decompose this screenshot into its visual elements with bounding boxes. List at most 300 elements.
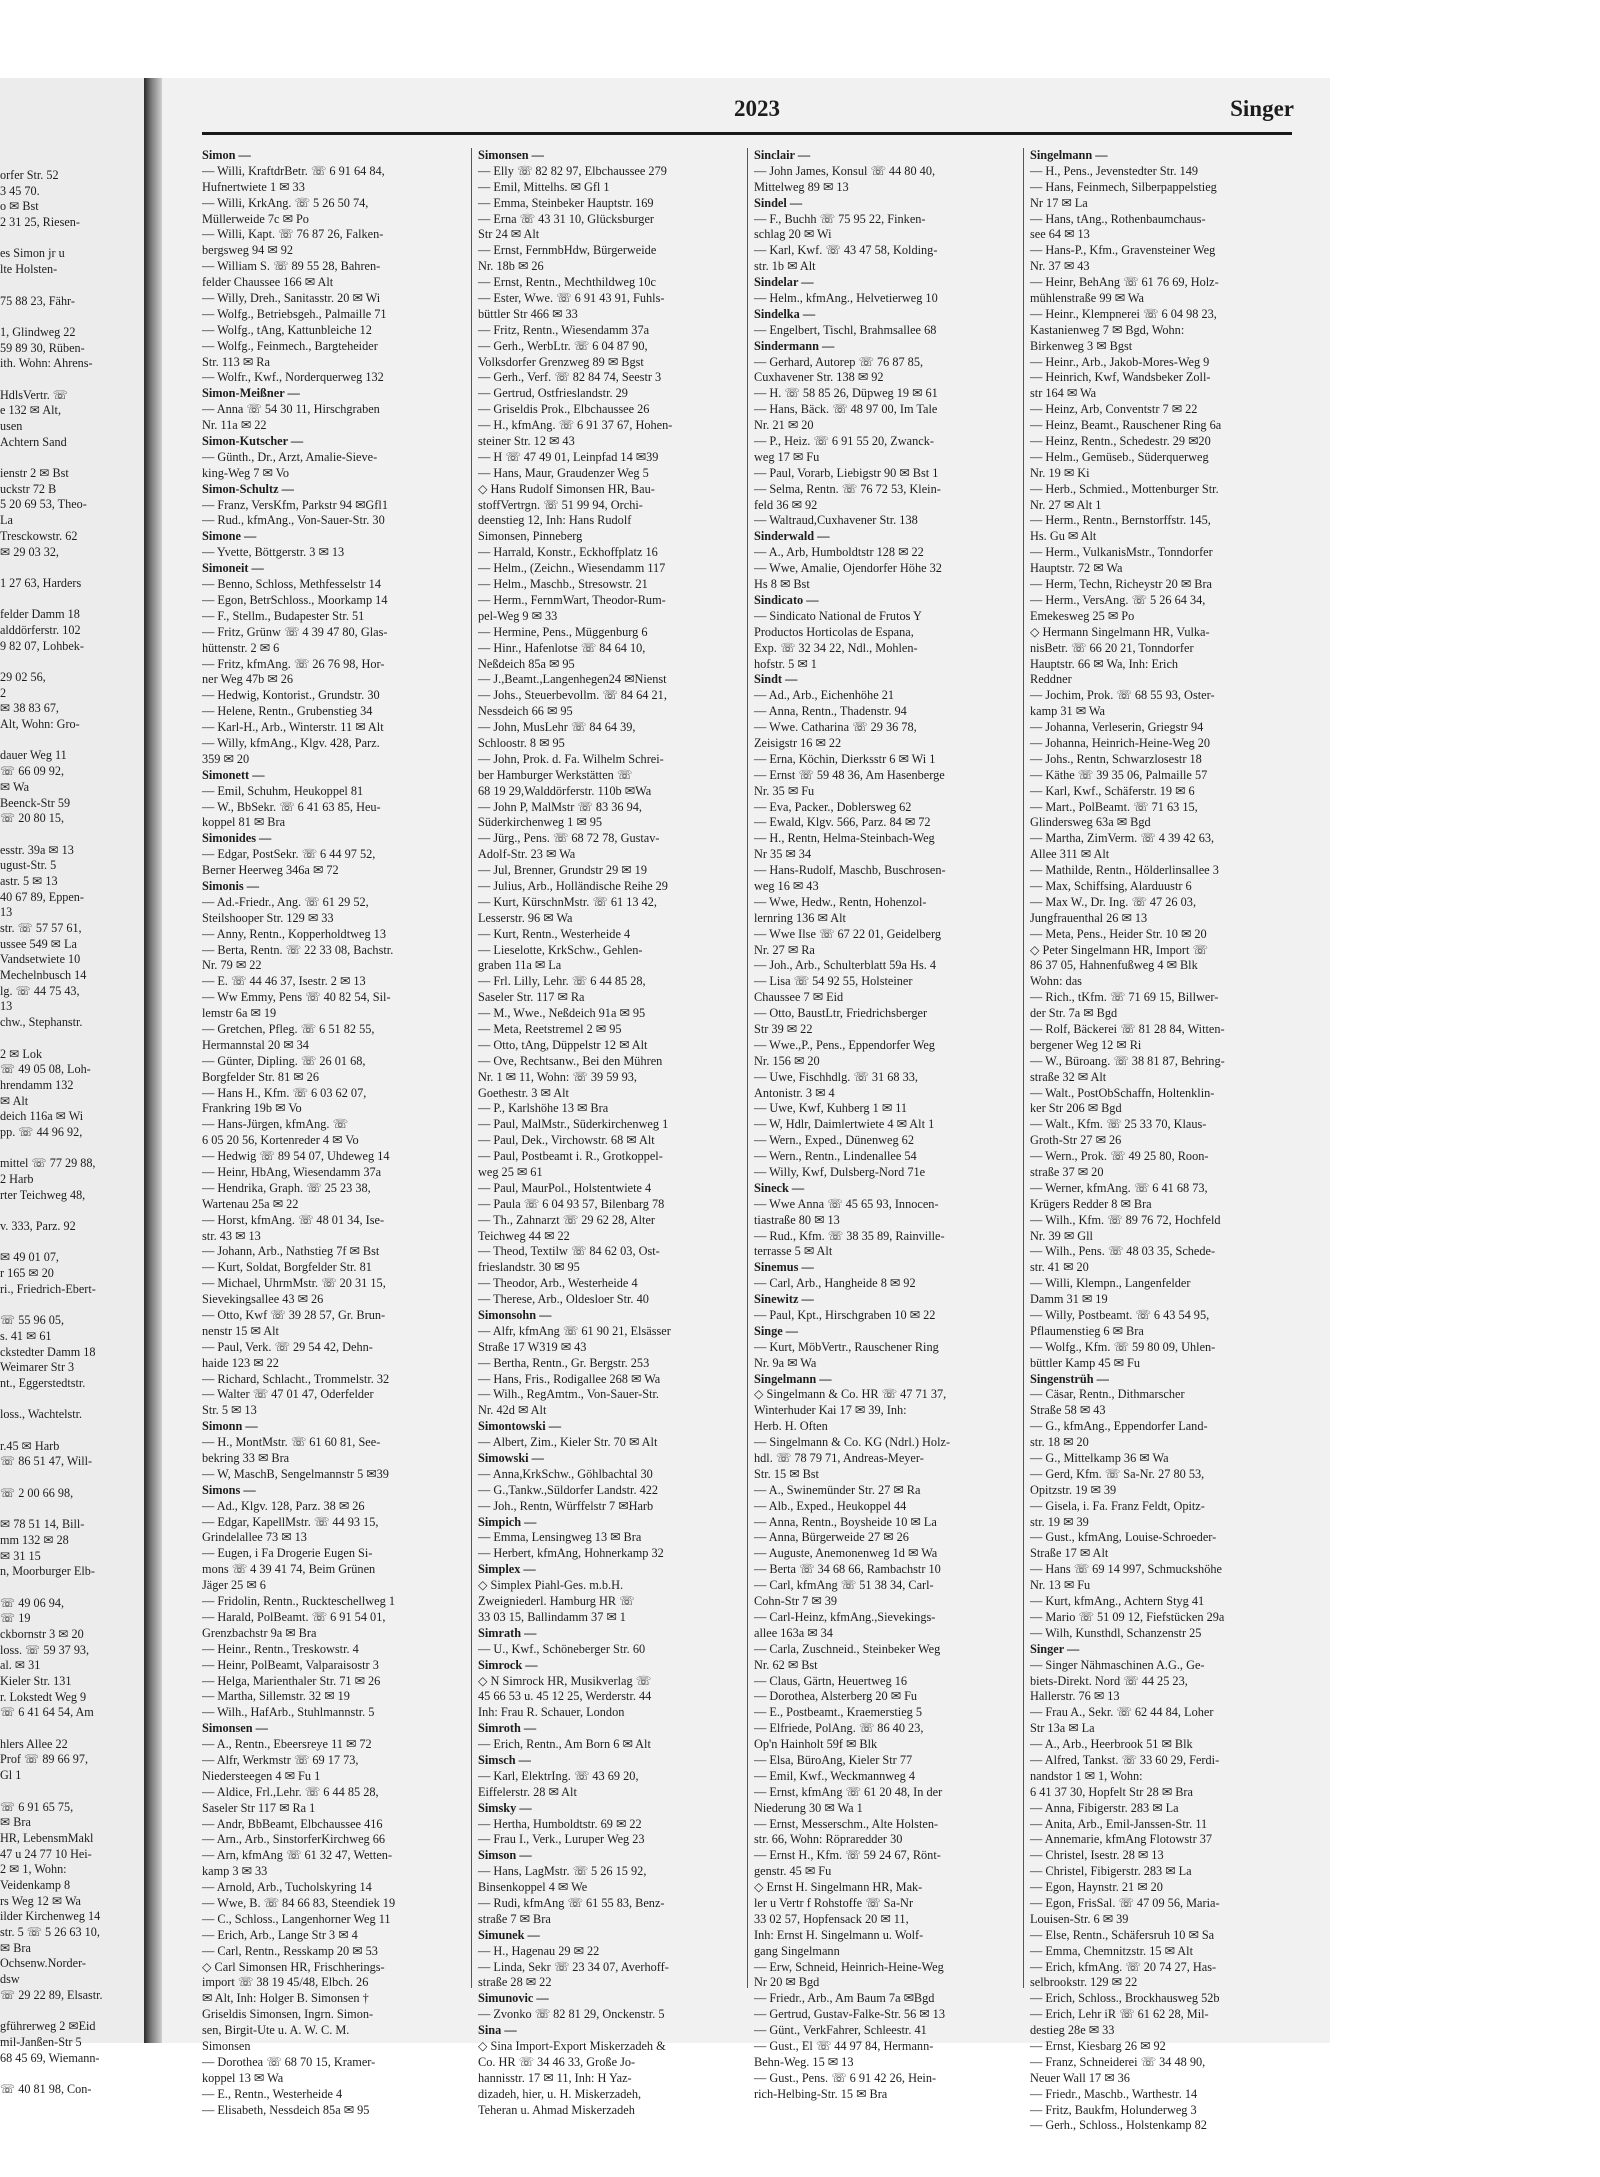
directory-line: Müllerweide 7c ✉ Po: [202, 211, 309, 226]
left-page-line: o ✉ Bst: [0, 199, 39, 214]
directory-line: Sinewitz —: [754, 1292, 814, 1307]
directory-line: Simrath —: [478, 1625, 537, 1640]
left-page-fragment: [0, 78, 144, 2096]
left-page-line: ☏ 2 00 66 98,: [0, 1485, 74, 1500]
left-page-line: Gl 1: [0, 1768, 22, 1783]
directory-line: — Zvonko ☏ 82 81 29, Onckenstr. 5: [478, 2007, 665, 2022]
directory-line: — Helm., Gemüseb., Süderquerweg: [1030, 449, 1209, 464]
directory-line: Binsenkoppel 4 ✉ We: [478, 1880, 588, 1895]
directory-line: Nr. 79 ✉ 22: [202, 958, 262, 973]
directory-line: Simoneit —: [202, 561, 264, 576]
directory-line: — Ad., Arb., Eichenhöhe 21: [754, 688, 895, 703]
directory-line: Neßdeich 85a ✉ 95: [478, 656, 575, 671]
directory-line: Sineck —: [754, 1180, 805, 1195]
directory-line: — Th., Zahnarzt ☏ 29 62 28, Alter: [478, 1212, 656, 1227]
left-page-line: rs Weg 12 ✉ Wa: [0, 1893, 81, 1908]
directory-line: — Wern., Exped., Dünenweg 62: [754, 1133, 914, 1148]
directory-line: Simroth —: [478, 1721, 537, 1736]
directory-line: — Ove, Rechtsanw., Bei den Mühren: [478, 1053, 663, 1068]
directory-line: — John, Prok. d. Fa. Wilhelm Schrei-: [478, 751, 664, 766]
directory-line: weg 17 ✉ Fu: [754, 449, 820, 464]
directory-line: — Richard, Schlacht., Trommelstr. 32: [202, 1371, 390, 1386]
directory-line: — Paul, Kpt., Hirschgraben 10 ✉ 22: [754, 1308, 936, 1323]
directory-line: Krügers Redder 8 ✉ Bra: [1030, 1196, 1152, 1211]
left-page-line: [0, 827, 144, 843]
directory-line: — Joh., Rentn, Würffelstr 7 ✉Harb: [478, 1498, 654, 1513]
directory-line: Birkenweg 3 ✉ Bgst: [1030, 338, 1133, 353]
directory-line: — Linda, Sekr ☏ 23 34 07, Averhoff-: [478, 1959, 669, 1974]
directory-line: ◇ Peter Singelmann HR, Import ☏: [1030, 942, 1208, 957]
directory-line: — Dorothea, Alsterberg 20 ✉ Fu: [754, 1689, 918, 1704]
directory-line: — Joh., Arb., Schulterblatt 59a Hs. 4: [754, 958, 937, 973]
directory-line: — Wolfg., Feinmech., Bargteheider: [202, 338, 378, 353]
directory-line: — Rudi, kfmAng ☏ 61 55 83, Benz-: [478, 1895, 665, 1910]
left-page-line: [0, 1501, 144, 1517]
left-page-line: 1 27 63, Harders: [0, 575, 82, 590]
directory-line: Sindel —: [754, 195, 803, 210]
left-page-line: nt., Eggerstedtstr.: [0, 1375, 86, 1390]
directory-line: — Sindicato National de Frutos Y: [754, 608, 922, 623]
left-page-line: Veidenkamp 8: [0, 1877, 71, 1892]
directory-line: — Fridolin, Rentn., Ruckteschellweg 1: [202, 1594, 395, 1609]
directory-line: — Emma, Chemnitzstr. 15 ✉ Alt: [1030, 1943, 1193, 1958]
directory-line: — E. ☏ 44 46 37, Isestr. 2 ✉ 13: [202, 974, 366, 989]
directory-line: — H ☏ 47 49 01, Leinpfad 14 ✉39: [478, 449, 659, 464]
directory-line: — Günth., Dr., Arzt, Amalie-Sieve-: [202, 449, 378, 464]
directory-line: — Erich, kfmAng. ☏ 20 74 27, Has-: [1030, 1959, 1217, 1974]
directory-line: — Ernst, Rentn., Mechthildweg 10c: [478, 275, 656, 290]
directory-line: Süderkirchenweg 1 ✉ 95: [478, 815, 603, 830]
directory-line: — Johs., Steuerbevollm. ☏ 84 64 21,: [478, 688, 667, 703]
page-header: [202, 94, 1312, 128]
directory-line: — Gust., El ☏ 44 97 84, Hermann-: [754, 2038, 934, 2053]
left-page-lines: [0, 168, 144, 2098]
directory-line: — Jürg., Pens. ☏ 68 72 78, Gustav-: [478, 831, 660, 846]
directory-line: Zweigniederl. Hamburg HR ☏: [478, 1594, 635, 1609]
directory-line: — Theodor, Arb., Westerheide 4: [478, 1276, 638, 1291]
directory-line: Hs 8 ✉ Bst: [754, 577, 810, 592]
directory-line: — Gertrud, Gustav-Falke-Str. 56 ✉ 13: [754, 2007, 945, 2022]
running-head: Singer: [1230, 96, 1294, 121]
directory-line: Simrock —: [478, 1657, 538, 1672]
left-page-line: Beenck-Str 59: [0, 795, 71, 810]
directory-line: 45 66 53 u. 45 12 25, Werderstr. 44: [478, 1689, 652, 1704]
left-page-line: 2 ✉ 1, Wohn:: [0, 1862, 67, 1877]
left-page-line: 9 82 07, Lohbek-: [0, 638, 84, 653]
directory-line: Simonsohn —: [478, 1308, 552, 1323]
directory-line: mühlenstraße 99 ✉ Wa: [1030, 291, 1144, 306]
directory-line: — Martha, Sillemstr. 32 ✉ 19: [202, 1689, 350, 1704]
directory-line: — Engelbert, Tischl, Brahmsallee 68: [754, 322, 937, 337]
directory-line: — Franz, VersKfm, Parkstr 94 ✉Gfl1: [202, 497, 388, 512]
directory-line: Nr. 21 ✉ 20: [754, 418, 814, 433]
directory-line: — Ester, Wwe. ☏ 6 91 43 91, Fuhls-: [478, 291, 665, 306]
directory-line: ◇ Sina Import-Export Miskerzadeh &: [478, 2038, 666, 2053]
directory-line: — Erw, Schneid, Heinrich-Heine-Weg: [754, 1959, 944, 1974]
left-page-line: ✉ Bra: [0, 1940, 31, 1955]
directory-line: — Willy, Postbeamt. ☏ 6 43 54 95,: [1030, 1308, 1210, 1323]
left-page-line: Kieler Str. 131: [0, 1674, 72, 1688]
directory-line: lernring 136 ✉ Alt: [754, 910, 846, 925]
directory-line: Simson —: [478, 1848, 532, 1863]
directory-line: — Albert, Zim., Kieler Str. 70 ✉ Alt: [478, 1435, 658, 1450]
left-page-line: Alt, Wohn: Gro-: [0, 717, 80, 732]
directory-line: — Elly ☏ 82 82 97, Elbchaussee 279: [478, 163, 667, 178]
directory-line: — Ernst, Messerschm., Alte Holsten-: [754, 1816, 939, 1831]
directory-line: — Alfr, Werkmstr ☏ 69 17 73,: [202, 1752, 359, 1767]
directory-line: 33 03 15, Ballindamm 37 ✉ 1: [478, 1609, 626, 1624]
left-page-line: ☏ 55 96 05,: [0, 1313, 64, 1328]
directory-line: bergener Weg 12 ✉ Ri: [1030, 1037, 1142, 1052]
left-page-line: 40 67 89, Eppen-: [0, 889, 84, 904]
directory-line: Teheran u. Ahmad Miskerzadeh: [478, 2102, 635, 2117]
directory-line: — Wern., Prok. ☏ 49 25 80, Roon-: [1030, 1149, 1209, 1164]
directory-line: — Ww Emmy, Pens ☏ 40 82 54, Sil-: [202, 990, 391, 1005]
left-page-line: [0, 733, 144, 749]
left-page-line: La: [0, 513, 13, 528]
directory-line: Grindelallee 73 ✉ 13: [202, 1530, 307, 1545]
directory-line: ◇ Simplex Piahl-Ges. m.b.H.: [478, 1578, 624, 1593]
directory-line: — Fritz, Baukfm, Holunderweg 3: [1030, 2102, 1197, 2117]
left-page-line: [0, 2003, 144, 2019]
left-page-line: [0, 1392, 144, 1408]
directory-line: — E., Postbeamt., Kraemerstieg 5: [754, 1705, 923, 1720]
directory-line: straße 37 ✉ 20: [1030, 1165, 1104, 1179]
directory-line: Volksdorfer Grenzweg 89 ✉ Bgst: [478, 354, 644, 369]
directory-line: Simpich —: [478, 1514, 537, 1529]
directory-line: büttler Str 466 ✉ 33: [478, 306, 578, 321]
directory-line: Co. HR ☏ 34 46 33, Große Jo-: [478, 2054, 636, 2069]
directory-line: Damm 31 ✉ 19: [1030, 1292, 1108, 1307]
left-page-line: ☏ 6 41 64 54, Am: [0, 1705, 94, 1720]
directory-line: 86 37 05, Hahnenfußweg 4 ✉ Blk: [1030, 958, 1198, 973]
directory-line: — Heinr, PolBeamt, Valparaisostr 3: [202, 1657, 379, 1672]
directory-line: — Edgar, PostSekr. ☏ 6 44 97 52,: [202, 847, 376, 862]
directory-line: — Herb., Schmied., Mottenburger Str.: [1030, 481, 1219, 496]
directory-line: — Michael, UhrmMstr. ☏ 20 31 15,: [202, 1276, 386, 1291]
directory-line: — Hans, tAng., Rothenbaumchaus-: [1030, 211, 1206, 226]
directory-line: — Gerh., WerbLtr. ☏ 6 04 87 90,: [478, 338, 648, 353]
directory-line: str. 66, Wohn: Röpraredder 30: [754, 1832, 903, 1847]
directory-line: Herb. H. Often: [754, 1419, 828, 1434]
directory-line: pel-Weg 9 ✉ 33: [478, 608, 558, 623]
left-page-line: ☏ 86 51 47, Will-: [0, 1454, 93, 1469]
directory-line: Hermannstal 20 ✉ 34: [202, 1037, 309, 1052]
directory-column-2: [478, 148, 740, 2118]
directory-line: — Kurt, Soldat, Borgfelder Str. 81: [202, 1260, 372, 1275]
directory-line: — Carla, Zuschneid., Steinbeker Weg: [754, 1641, 941, 1656]
left-page-line: [0, 1141, 144, 1157]
directory-line: Glindersweg 63a ✉ Bgd: [1030, 815, 1151, 830]
directory-line: — A., Arb., Heerbrook 51 ✉ Blk: [1030, 1737, 1193, 1752]
left-page-line: 59 89 30, Rüben-: [0, 340, 85, 355]
left-page-line: dauer Weg 11: [0, 748, 67, 763]
directory-line: — Willy, kfmAng., Klgv. 428, Parz.: [202, 735, 380, 750]
directory-line: Simowski —: [478, 1451, 544, 1466]
left-page-line: Weimarer Str 3: [0, 1360, 75, 1375]
directory-line: — Paul, Postbeamt i. R., Grotkoppel-: [478, 1149, 663, 1164]
directory-line: — Benno, Schloss, Methfesselstr 14: [202, 577, 381, 592]
directory-line: — Paul, MaurPol., Holstentwiete 4: [478, 1180, 652, 1195]
directory-line: weg 16 ✉ 43: [754, 878, 819, 893]
directory-line: — Karl-H., Arb., Winterstr. 11 ✉ Alt: [202, 720, 384, 735]
directory-line: — A., Rentn., Ebeersreye 11 ✉ 72: [202, 1737, 372, 1752]
left-page-line: [0, 654, 144, 670]
directory-line: — Ad.-Friedr., Ang. ☏ 61 29 52,: [202, 894, 369, 909]
column-divider: [747, 148, 748, 1988]
left-page-line: pp. ☏ 44 96 92,: [0, 1124, 83, 1139]
directory-line: — Singelmann & Co. KG (Ndrl.) Holz-: [754, 1435, 951, 1450]
left-page-line: n, Moorburger Elb-: [0, 1564, 95, 1579]
directory-line: Simonn —: [202, 1419, 258, 1434]
left-page-line: 2 ✉ Lok: [0, 1046, 43, 1061]
left-page-line: [0, 2066, 144, 2082]
directory-line: — Anna, Fibigerstr. 283 ✉ La: [1030, 1800, 1179, 1815]
directory-line: — Emil, Mittelhs. ✉ Gfl 1: [478, 179, 610, 194]
directory-line: — Hans ☏ 69 14 997, Schmuckshöhe: [1030, 1562, 1222, 1577]
directory-line: — Ernst, Kiesbarg 26 ✉ 92: [1030, 2038, 1166, 2053]
directory-line: — Gerd, Kfm. ☏ Sa-Nr. 27 80 53,: [1030, 1466, 1205, 1481]
directory-line: — C., Schloss., Langenhorner Weg 11: [202, 1911, 391, 1926]
directory-line: str. 43 ✉ 13: [202, 1228, 261, 1243]
directory-line: Nr. 42d ✉ Alt: [478, 1403, 547, 1418]
left-page-line: [0, 1470, 144, 1486]
directory-line: ◇ Hermann Singelmann HR, Vulka-: [1030, 624, 1210, 639]
directory-line: Nr. 37 ✉ 43: [1030, 259, 1090, 274]
left-page-line: ☏ 29 22 89, Elsastr.: [0, 1987, 103, 2002]
directory-line: — Ernst H., Kfm. ☏ 59 24 67, Rönt-: [754, 1848, 941, 1863]
left-page-line: 2 Harb: [0, 1172, 34, 1186]
directory-line: — Max W., Dr. Ing. ☏ 47 26 03,: [1030, 894, 1197, 909]
directory-line: — Johs., Rentn, Schwarzlosestr 18: [1030, 751, 1202, 766]
left-page-line: e 132 ✉ Alt,: [0, 403, 61, 418]
directory-line: see 64 ✉ 13: [1030, 227, 1090, 242]
directory-line: — Harrald, Konstr., Eckhoffplatz 16: [478, 545, 658, 560]
left-page-line: ugust-Str. 5: [0, 858, 57, 873]
left-page-line: ussee 549 ✉ La: [0, 936, 77, 951]
directory-line: felder Chaussee 166 ✉ Alt: [202, 275, 334, 290]
left-page-line: ✉ Wa: [0, 779, 29, 794]
directory-line: haide 123 ✉ 22: [202, 1355, 279, 1370]
directory-line: Exp. ☏ 32 34 22, Ndl., Mohlen-: [754, 640, 918, 655]
directory-line: — Otto, BaustLtr, Friedrichsberger: [754, 1006, 928, 1021]
header-rule: [202, 132, 1292, 135]
directory-line: — Paul, Vorarb, Liebigstr 90 ✉ Bst 1: [754, 465, 939, 480]
directory-line: bekring 33 ✉ Bra: [202, 1451, 290, 1466]
directory-line: — Helm., Maschb., Stresowstr. 21: [478, 577, 648, 592]
directory-line: — Heinr., Rentn., Treskowstr. 4: [202, 1641, 359, 1656]
directory-line: Teichweg 44 ✉ 22: [478, 1228, 570, 1243]
directory-line: — Ewald, Klgv. 566, Parz. 84 ✉ 72: [754, 815, 931, 830]
directory-line: — G., kfmAng., Eppendorfer Land-: [1030, 1419, 1208, 1434]
left-page-line: lg. ☏ 44 75 43,: [0, 983, 80, 998]
directory-line: Kastanienweg 7 ✉ Bgd, Wohn:: [1030, 322, 1185, 337]
directory-line: nenstr 15 ✉ Alt: [202, 1323, 279, 1338]
directory-line: — Hermine, Pens., Müggenburg 6: [478, 624, 648, 639]
left-page-line: 1, Glindweg 22: [0, 324, 76, 339]
left-page-line: mm 132 ✉ 28: [0, 1532, 69, 1547]
directory-line: — H., MontMstr. ☏ 61 60 81, See-: [202, 1435, 381, 1450]
directory-line: — Kurt, Rentn., Westerheide 4: [478, 926, 631, 941]
directory-line: Sindicato —: [754, 592, 819, 607]
directory-line: — Gerh., Schloss., Holstenkamp 82: [1030, 2118, 1207, 2133]
directory-line: ner Weg 47b ✉ 26: [202, 672, 294, 687]
directory-line: Simons —: [202, 1482, 256, 1497]
directory-line: — Herm., VersAng. ☏ 5 26 64 34,: [1030, 592, 1206, 607]
left-page-line: HR, LebensmMakl: [0, 1830, 94, 1845]
directory-line: — Herm., Rentn., Bernstorffstr. 145,: [1030, 513, 1211, 528]
directory-line: — Arnold, Arb., Tucholskyring 14: [202, 1880, 372, 1895]
directory-line: — John P, MalMstr ☏ 83 36 94,: [478, 799, 642, 814]
directory-line: — Wwe Anna ☏ 45 65 93, Innocen-: [754, 1196, 939, 1211]
directory-line: — Jul, Brenner, Grundstr 29 ✉ 19: [478, 863, 647, 878]
left-page-line: [0, 1721, 144, 1737]
directory-line: Simunek —: [478, 1927, 540, 1942]
left-page-line: esstr. 39a ✉ 13: [0, 842, 74, 857]
directory-line: ◇ Singelmann & Co. HR ☏ 47 71 37,: [754, 1387, 947, 1402]
directory-line: — Lisa ☏ 54 92 55, Holsteiner: [754, 974, 913, 989]
directory-line: — Anita, Arb., Emil-Janssen-Str. 11: [1030, 1816, 1208, 1831]
directory-line: Sievekingsallee 43 ✉ 26: [202, 1292, 324, 1307]
left-page-line: [0, 1031, 144, 1047]
directory-line: Singer —: [1030, 1641, 1080, 1656]
directory-line: sen, Birgit-Ute u. A. W. C. M.: [202, 2023, 350, 2038]
directory-line: kamp 31 ✉ Wa: [1030, 704, 1105, 719]
directory-line: — Günt., VerkFahrer, Schleestr. 41: [754, 2023, 927, 2038]
directory-line: Nr. 62 ✉ Bst: [754, 1657, 818, 1672]
column-divider: [471, 148, 472, 1988]
directory-line: — Franz, Schneiderei ☏ 34 48 90,: [1030, 2054, 1206, 2069]
directory-line: — A., Swinemünder Str. 27 ✉ Ra: [754, 1482, 921, 1497]
directory-line: Simonis —: [202, 878, 260, 893]
directory-line: — Fritz, Grünw ☏ 4 39 47 80, Glas-: [202, 624, 388, 639]
directory-line: stoffVertrgn. ☏ 51 99 94, Orchi-: [478, 497, 643, 512]
directory-line: — F., Stellm., Budapester Str. 51: [202, 608, 365, 623]
directory-line: Inh: Ernst H. Singelmann u. Wolf-: [754, 1927, 924, 1942]
directory-line: Sinderwald —: [754, 529, 830, 544]
directory-line: Jäger 25 ✉ 6: [202, 1578, 266, 1593]
directory-line: — Johanna, Verleserin, Griegstr 94: [1030, 720, 1204, 735]
left-page-line: ☏ 66 09 92,: [0, 764, 64, 779]
directory-line: — Wern., Rentn., Lindenallee 54: [754, 1149, 917, 1164]
left-page-line: [0, 1298, 144, 1314]
left-page-line: Tresckowstr. 62: [0, 528, 78, 543]
left-page-line: hrendamm 132: [0, 1077, 74, 1092]
directory-line: — Gisela, i. Fa. Franz Feldt, Opitz-: [1030, 1498, 1205, 1513]
left-page-line: es Simon jr u: [0, 246, 65, 261]
directory-line: — E., Rentn., Westerheide 4: [202, 2086, 343, 2101]
directory-line: — Emma, Steinbeker Hauptstr. 169: [478, 195, 654, 210]
directory-line: Steilshooper Str. 129 ✉ 33: [202, 910, 334, 925]
left-page-line: ith. Wohn: Ahrens-: [0, 356, 93, 371]
directory-line: — Wolfr., Kwf., Norderquerweg 132: [202, 370, 384, 385]
directory-line: Griseldis Simonsen, Ingrn. Simon-: [202, 2007, 374, 2022]
left-page-line: ☏ 19: [0, 1611, 31, 1626]
directory-line: Nr 20 ✉ Bgd: [754, 1975, 820, 1990]
left-page-line: [0, 560, 144, 576]
directory-line: Simsky —: [478, 1800, 532, 1815]
directory-line: Hauptstr. 66 ✉ Wa, Inh: Erich: [1030, 656, 1179, 671]
directory-line: straße 28 ✉ 22: [478, 1975, 552, 1990]
directory-line: Str. 113 ✉ Ra: [202, 354, 270, 369]
left-page-line: chw., Stephanstr.: [0, 1015, 83, 1030]
directory-line: — Werner, kfmAng. ☏ 6 41 68 73,: [1030, 1180, 1208, 1195]
directory-line: — Elisabeth, Nessdeich 85a ✉ 95: [202, 2102, 370, 2117]
directory-line: ◇ N Simrock HR, Musikverlag ☏: [478, 1673, 652, 1688]
directory-line: — Helene, Rentn., Grubenstieg 34: [202, 704, 373, 719]
directory-column-1: [202, 148, 464, 2118]
directory-line: Simplex —: [478, 1562, 536, 1577]
left-page-line: [0, 1203, 144, 1219]
left-page-line: loss. ☏ 59 37 93,: [0, 1642, 90, 1657]
directory-line: — Egon, FrisSal. ☏ 47 09 56, Maria-: [1030, 1895, 1220, 1910]
directory-line: Groth-Str 27 ✉ 26: [1030, 1133, 1122, 1148]
directory-line: Nr. 39 ✉ Gll: [1030, 1228, 1093, 1243]
directory-line: — Hans-P., Kfm., Gravensteiner Weg: [1030, 243, 1216, 258]
directory-line: — Willi, KrkAng. ☏ 5 26 50 74,: [202, 195, 369, 210]
directory-line: — Griseldis Prok., Elbchaussee 26: [478, 402, 650, 417]
directory-line: graben 11a ✉ La: [478, 958, 562, 973]
directory-line: — Waltraud,Cuxhavener Str. 138: [754, 513, 918, 528]
left-page-line: 13: [0, 999, 13, 1014]
directory-line: 6 05 20 56, Kortenreder 4 ✉ Vo: [202, 1133, 359, 1148]
directory-line: Simonsen —: [202, 1721, 268, 1736]
directory-column-4: [1030, 148, 1292, 2134]
left-page-line: 2 31 25, Riesen-: [0, 215, 80, 230]
directory-line: Sinemus —: [754, 1260, 814, 1275]
directory-line: Nr. 27 ✉ Alt 1: [1030, 497, 1102, 512]
directory-line: Wartenau 25a ✉ 22: [202, 1196, 299, 1211]
directory-line: — Theod, Textilw ☏ 84 62 03, Ost-: [478, 1244, 660, 1259]
directory-line: — Eugen, i Fa Drogerie Eugen Si-: [202, 1546, 373, 1561]
left-page-line: ilder Kirchenweg 14: [0, 1909, 101, 1924]
directory-line: ber Hamburger Werkstätten ☏: [478, 767, 633, 782]
directory-line: — Alfr, kfmAng ☏ 61 90 21, Elsässer: [478, 1323, 671, 1338]
left-page-line: 2: [0, 685, 7, 700]
directory-line: — Erich, Arb., Lange Str 3 ✉ 4: [202, 1927, 358, 1942]
directory-line: — William S. ☏ 89 55 28, Bahren-: [202, 259, 381, 274]
directory-line: — Wilh., RegAmtm., Von-Sauer-Str.: [478, 1387, 659, 1402]
directory-line: str 164 ✉ Wa: [1030, 386, 1097, 401]
directory-line: Simonsen, Pinneberg: [478, 529, 583, 544]
directory-line: genstr. 45 ✉ Fu: [754, 1864, 832, 1879]
directory-line: ◇ Ernst H. Singelmann HR, Mak-: [754, 1880, 923, 1895]
left-page-line: orfer Str. 52: [0, 168, 59, 182]
directory-line: — H. ☏ 58 85 26, Düpweg 19 ✉ 61: [754, 386, 938, 401]
directory-line: Str. 15 ✉ Bst: [754, 1466, 819, 1481]
left-page-line: [0, 231, 144, 247]
directory-line: mons ☏ 4 39 41 74, Beim Grünen: [202, 1562, 376, 1577]
directory-line: weg 25 ✉ 61: [478, 1165, 543, 1179]
directory-line: Simonides —: [202, 831, 272, 846]
left-page-line: al. ✉ 31: [0, 1658, 41, 1673]
directory-line: — Herm, Techn, Richeystr 20 ✉ Bra: [1030, 577, 1213, 592]
directory-line: Cohn-Str 7 ✉ 39: [754, 1594, 838, 1609]
directory-line: — Therese, Arb., Oldesloer Str. 40: [478, 1292, 649, 1307]
directory-line: — Kurt, kfmAng., Achtern Styg 41: [1030, 1594, 1205, 1609]
directory-line: Behn-Weg. 15 ✉ 13: [754, 2054, 854, 2069]
directory-line: — John, MusLehr ☏ 84 64 39,: [478, 720, 636, 735]
directory-line: — Uwe, Kwf, Kuhberg 1 ✉ 11: [754, 1101, 908, 1116]
directory-line: — Willy, Kwf, Dulsberg-Nord 71e: [754, 1165, 926, 1179]
left-page-line: usen: [0, 419, 23, 433]
directory-line: — Singer Nähmaschinen A.G., Ge-: [1030, 1657, 1205, 1672]
directory-line: — H., Pens., Jevenstedter Str. 149: [1030, 163, 1199, 178]
directory-line: — Willi, Kapt. ☏ 76 87 26, Falken-: [202, 227, 384, 242]
directory-line: hannisstr. 17 ✉ 11, Inh: H Yaz-: [478, 2070, 632, 2085]
left-page-line: 5 20 69 53, Theo-: [0, 497, 87, 512]
left-page-line: Mechelnbusch 14: [0, 968, 87, 983]
